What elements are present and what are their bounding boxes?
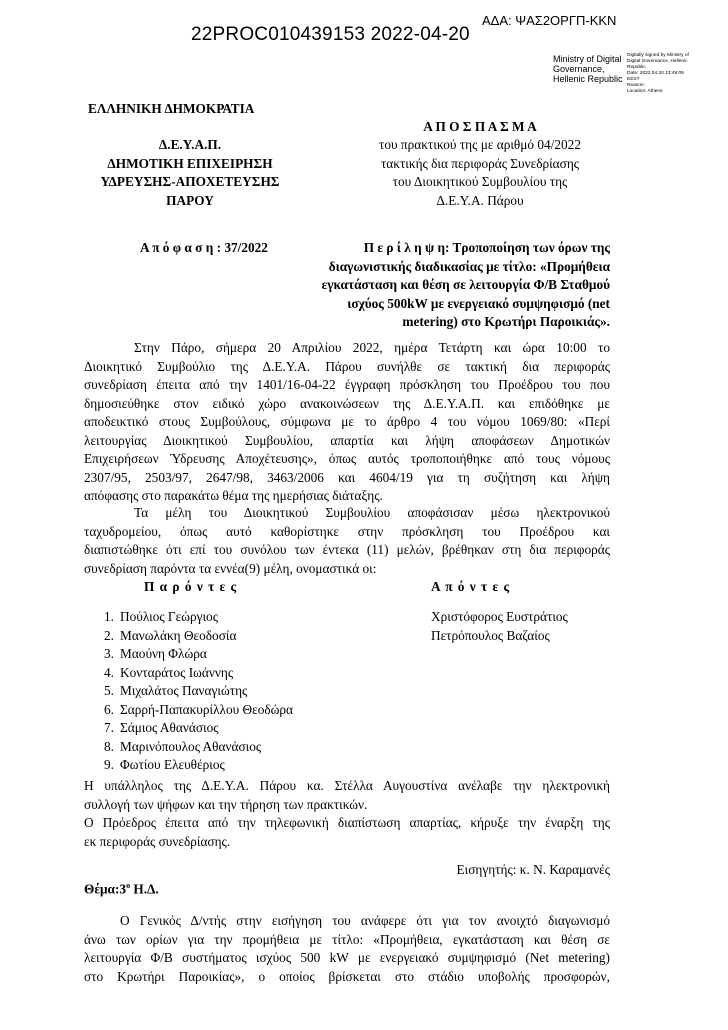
paragraph-line: αποδεικτικό στους Συμβούλους, σύμφωνα με το άρθρο 4 του νόμου 1069/80: «Περί	[84, 414, 610, 429]
signature-detail: EEST	[627, 77, 640, 82]
summary-line: Π ε ρ ί λ η ψ η: Τροποποίηση των όρων της	[363, 240, 610, 255]
authority-line: ΠΑΡΟΥ	[166, 192, 214, 208]
paragraph-intro	[84, 339, 610, 506]
summary-line: εγκατάσταση και θέση σε λειτουργία Φ/Β Σταθμού	[321, 277, 610, 292]
list-number: 4.	[104, 664, 114, 680]
signature-detail: Date: 2022.04.20 13:49:09	[627, 71, 684, 76]
list-number: 9.	[104, 757, 114, 772]
summary-line: διαγωνιστικής διαδικασίας με τίτλο: «Προμήθεια	[328, 258, 610, 274]
list-number: 8.	[104, 738, 114, 754]
paragraph-line: Η υπάλληλος της Δ.Ε.Υ.Α. Πάρου κα. Στέλλα Αυγουστίνα ανέλαβε την ηλεκτρονική	[84, 778, 610, 793]
extract-title: Α Π Ο Σ Π Α Σ Μ Α	[423, 119, 537, 134]
paragraph-secretary	[84, 777, 610, 814]
paragraph-line: στο Κρωτήρι Παροικίας», ο οποίος βρίσκεται στο στάδιο υποβολής προσφορών,	[84, 968, 610, 984]
extract-line: του πρακτικού της με αριθμό 04/2022	[379, 137, 581, 152]
subject-prefix: Θέμα:3	[84, 881, 127, 897]
authority-line: Δ.Ε.Υ.Α.Π.	[158, 137, 222, 152]
signature-detail: Reason:	[627, 83, 645, 88]
republic-heading: ΕΛΛΗΝΙΚΗ ΔΗΜΟΚΡΑΤΙΑ	[88, 101, 255, 116]
paragraph-line: συνεδρίαση έπειτα από την 1401/16-04-22 έγγραφη πρόσκληση του Προέδρου του που	[84, 377, 610, 392]
paragraph-line: Τα μέλη του Διοικητικού Συμβουλίου αποφάσισαν μέσω ηλεκτρονικού	[134, 505, 610, 520]
subject-heading	[84, 877, 159, 899]
decision-number: Α π ό φ α σ η : 37/2022	[140, 240, 268, 255]
paragraph-line: λειτουργίας Διοικητικού Συμβουλίου, απαρτία και λήψη αποφάσεων Δημοτικών	[84, 432, 610, 448]
absent-member: Χριστόφορος Ευστράτιος	[431, 609, 568, 624]
signature-detail: Republic	[627, 65, 646, 70]
list-number: 6.	[104, 701, 114, 717]
paragraph-line: λειτουργία Φ/Β συστήματος ισχύος 500 kW με ενεργειακό συμψηφισμό (Net metering)	[84, 950, 610, 965]
extract-block	[340, 136, 620, 210]
list-number: 3.	[104, 646, 114, 661]
paragraph-line: άνω των ορίων για την προμήθεια με τίτλο: «Προμήθεια, εγκατάσταση και θέση σε	[84, 931, 610, 947]
paragraph-members	[84, 504, 610, 578]
signer-line: Hellenic Republic	[553, 74, 623, 84]
paragraph-quorum	[84, 814, 610, 851]
paragraph-line: ταχυδρομείου, όπως αυτό καθορίστηκε στην πρόσκληση του Προέδρου και	[84, 523, 610, 539]
signature-detail: Digitally signed by Ministry of	[627, 53, 689, 58]
member-name: Μαούνη Φλώρα	[120, 646, 207, 661]
summary-line: ισχύος 500kW με ενεργειακό συμψηφισμό (net	[347, 295, 610, 311]
member-name: Φωτίου Ελευθέριος	[120, 757, 225, 772]
authority-line: ΥΔΡΕΥΣΗΣ-ΑΠΟΧΕΤΕΥΣΗΣ	[100, 174, 280, 189]
member-name: Μαρινόπουλος Αθανάσιος	[120, 738, 262, 754]
member-name: Κονταράτος Ιωάννης	[120, 664, 234, 680]
document-code: 22PROC010439153 2022-04-20	[191, 24, 470, 45]
paragraph-line: εκ περιφοράς συνεδρίασης.	[84, 833, 231, 849]
list-number: 2.	[104, 627, 114, 643]
member-name: Σαρρή-Παπακυρίλλου Θεοδώρα	[120, 701, 294, 717]
extract-line: Δ.Ε.Υ.Α. Πάρου	[436, 192, 524, 208]
paragraph-report	[84, 912, 610, 986]
signer-line: Ministry of Digital	[553, 54, 622, 64]
digital-signature-details	[627, 53, 689, 95]
extract-line: τακτικής δια περιφοράς Συνεδρίασης	[380, 155, 580, 171]
paragraph-line: Διοικητικό Συμβούλιο της Δ.Ε.Υ.Α. Πάρου συνήλθε σε τακτική δια περιφοράς	[84, 358, 610, 374]
list-number: 7.	[104, 720, 114, 735]
member-name: Πούλιος Γεώργιος	[120, 609, 218, 624]
paragraph-line: συλλογή των ψήφων και την τήρηση των πρακτικών.	[84, 796, 368, 812]
member-name: Σάμιος Αθανάσιος	[120, 720, 219, 735]
paragraph-line: απόφασης στο παρακάτω θέμα της ημερήσιας διάταξης.	[84, 488, 383, 503]
signature-detail: Location: Athens	[627, 89, 663, 94]
member-name: Μανωλάκη Θεοδοσία	[120, 627, 237, 643]
paragraph-line: δημοσιεύθηκε στον ειδικό χώρο ανακοινώσεων της Δ.Ε.Υ.Α.Π. και επιδόθηκε με	[84, 395, 610, 411]
list-number: 5.	[104, 683, 114, 698]
decision-summary	[318, 239, 610, 332]
paragraph-line: Επιχειρήσεων Ύδρευσης Αποχέτευσης», όπως αυτός τροποποιήθηκε από τους νόμους	[84, 451, 610, 466]
paragraph-line: 2307/95, 2503/97, 2647/98, 3463/2006 και 4604/19 για τη συζήτηση και λήψη	[84, 469, 610, 485]
absent-member: Πετρόπουλος Βαζαίος	[431, 627, 550, 643]
member-name: Μιχαλάτος Παναγιώτης	[120, 683, 248, 698]
paragraph-line: συνεδρίαση παρόντα τα εννέα(9) μέλη, ονομαστικά οι:	[84, 560, 377, 576]
paragraph-line: Στην Πάρο, σήμερα 20 Απριλίου 2022, ημέρα Τετάρτη και ώρα 10:00 το	[134, 340, 610, 355]
subject-suffix: Η.Δ.	[130, 881, 159, 897]
paragraph-line: διαπιστώθηκε ότι επί του συνόλου των έντεκα (11) μελών, βρέθηκαν στη δια περιφοράς	[84, 542, 610, 557]
absent-list	[431, 608, 568, 645]
authority-block	[80, 136, 300, 210]
paragraph-line: Ο Γενικός Δ/ντής στην εισήγηση του ανάφερε ότι για τον ανοιχτό διαγωνισμό	[120, 913, 610, 928]
signer-line: Governance,	[553, 64, 605, 74]
subject-superscript: ο	[126, 881, 131, 890]
summary-line: metering) στο Κρωτήρι Παροικιάς».	[402, 314, 610, 329]
present-list	[90, 608, 350, 778]
authority-line: ΔΗΜΟΤΙΚΗ ΕΠΙΧΕΙΡΗΣΗ	[107, 155, 273, 171]
signature-detail: Digital Governance, Hellenic	[627, 59, 688, 64]
absent-heading: Α π ό ν τ ε ς	[431, 579, 511, 594]
signer-block	[553, 54, 623, 84]
list-number: 1.	[104, 609, 114, 624]
paragraph-line: Ο Πρόεδρος έπειτα από την τηλεφωνική διαπίστωση απαρτίας, κήρυξε την έναρξη της	[84, 815, 610, 830]
ada-code: ΑΔΑ: ΨΑΣ2ΟΡΓΠ-ΚΚΝ	[482, 13, 617, 28]
rapporteur: Εισηγητής: κ. Ν. Καραμανές	[456, 862, 610, 877]
extract-line: του Διοικητικού Συμβουλίου της	[392, 174, 568, 189]
present-heading: Π α ρ ό ν τ ε ς	[144, 579, 238, 594]
